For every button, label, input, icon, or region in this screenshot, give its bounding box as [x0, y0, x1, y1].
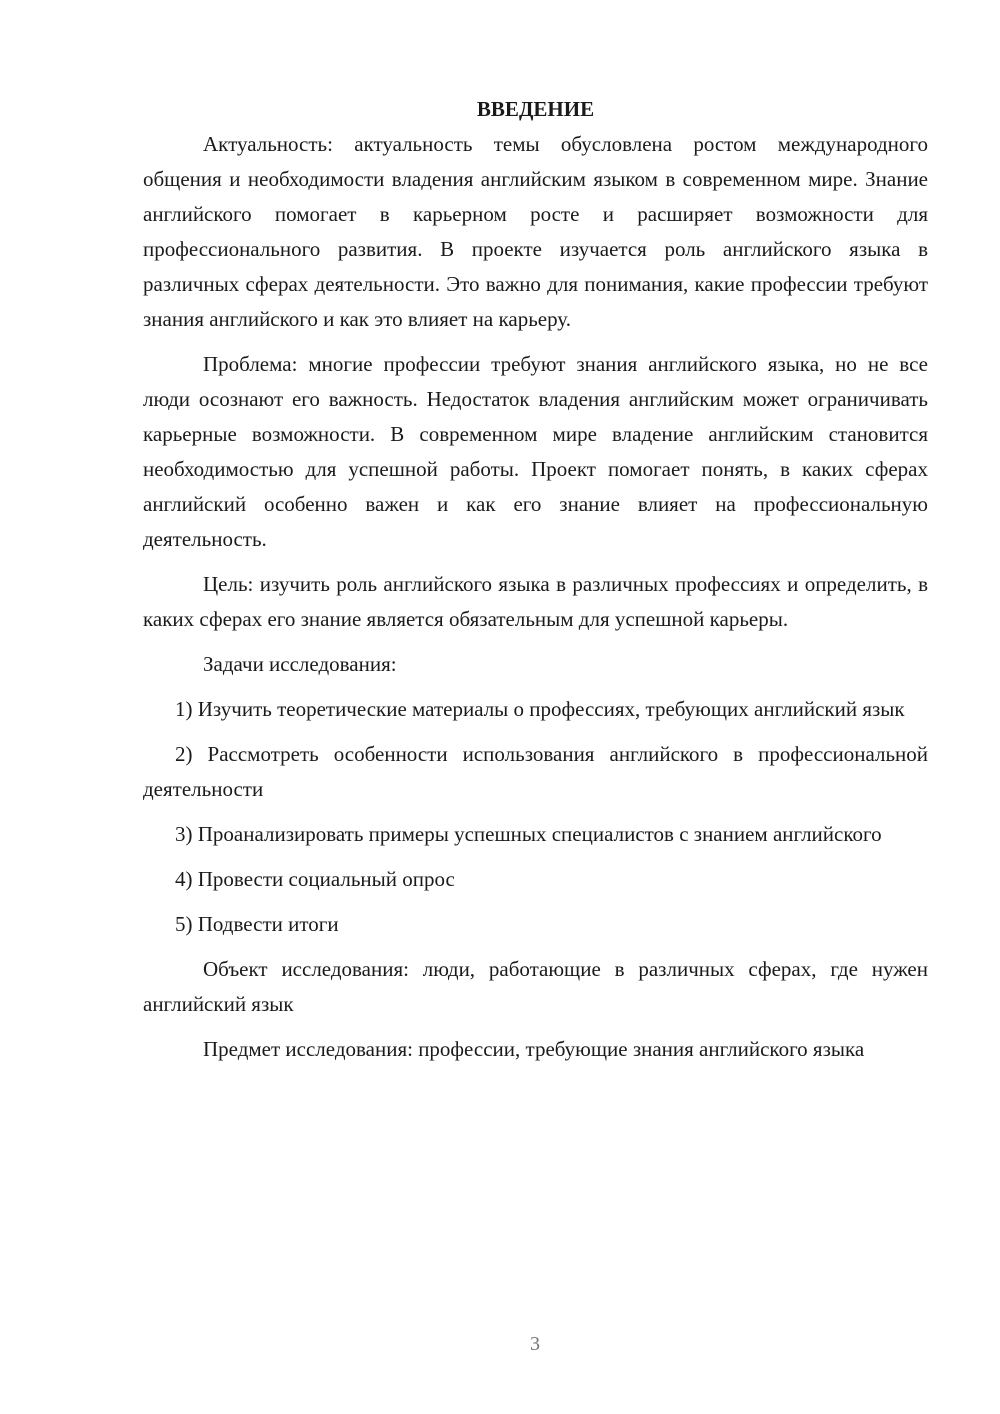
task-item: 1) Изучить теоретические материалы о профессиях, требующих английский язык	[175, 697, 905, 721]
page-number: 3	[530, 1333, 540, 1355]
problem-paragraph: Проблема: многие профессии требуют знания английского языка, но не все люди осознают его важность. Недостаток владения английским может ограничивать карьерные возможности. В современном мире владение английским становится необходимостью для успешной работы. Проект помогает понять, в каких сферах английский особенно важен и как его знание влияет на профессиональную деятельность.	[143, 352, 928, 551]
relevance-paragraph: Актуальность: актуальность темы обусловлена ростом международного общения и необходимости владения английским языком в современном мире. Знание английского помогает в карьерном росте и расширяет возможности для профессионального развития. В проекте изучается роль английского языка в различных сферах деятельности. Это важно для понимания, какие профессии требуют знания английского и как это влияет на карьеру.	[143, 132, 928, 331]
goal-paragraph: Цель: изучить роль английского языка в различных профессиях и определить, в каких сферах его знание является обязательным для успешной карьеры.	[143, 572, 928, 631]
task-item: 5) Подвести итоги	[175, 912, 339, 936]
page-heading: ВВЕДЕНИЕ	[476, 97, 595, 121]
document-page	[143, 92, 928, 1077]
tasks-title: Задачи исследования:	[203, 652, 397, 676]
task-item: 3) Проанализировать примеры успешных специалистов с знанием английского	[175, 822, 882, 846]
task-item: 4) Провести социальный опрос	[175, 867, 455, 891]
task-item: 2) Рассмотреть особенности использования английского в профессиональной деятельности	[143, 742, 928, 801]
object-paragraph: Объект исследования: люди, работающие в различных сферах, где нужен английский язык	[143, 957, 928, 1016]
subject-paragraph: Предмет исследования: профессии, требующие знания английского языка	[203, 1037, 865, 1061]
